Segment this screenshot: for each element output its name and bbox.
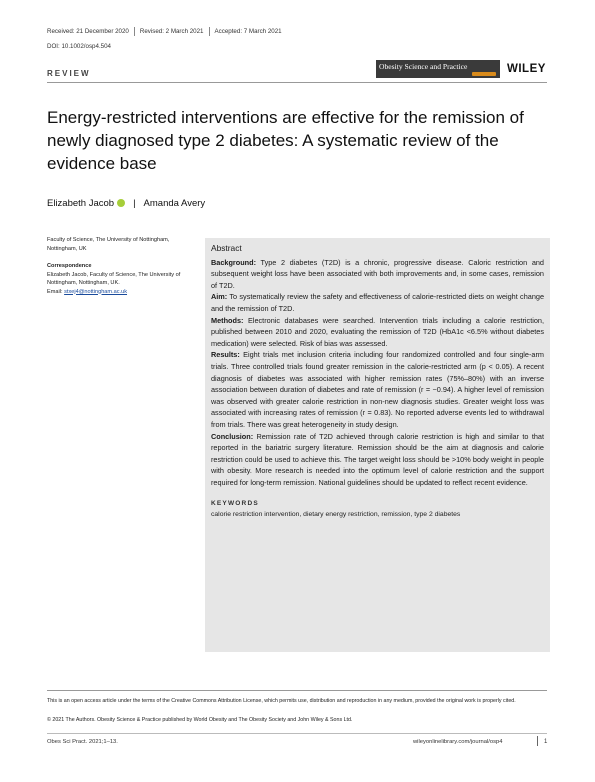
author-separator: |	[133, 198, 136, 209]
citation-line: Obes Sci Pract. 2021;1–13.	[47, 739, 118, 745]
abstract-box	[205, 238, 550, 652]
page-footer-rule	[47, 733, 547, 734]
keywords-list: calorie restriction intervention, dietary energy restriction, remission, type 2 diabetes	[211, 511, 461, 519]
aim-label: Aim:	[211, 292, 228, 302]
aim-text: To systematically review the safety and effectiveness of calorie-restricted diets on weight change and the remission of T2D.	[211, 292, 544, 313]
journal-logo[interactable]	[376, 60, 500, 78]
license-text: This is an open access article under the terms of the Creative Commons Attribution License, which permits use, distribution and reproduction in any medium, provided the original work is properly cited.	[47, 698, 516, 704]
results-text: Eight trials met inclusion criteria including four randomized controlled and four single-arm trials. Three controlled trials found greater remission in the calorie-restricted arm (p < 0.05). A recent diagnosis of diabetes was associated with higher remission rates (75%–80%) with an inverse association between duration of diabetes and rate of remission (r = −0.94). A higher level of remission was observed with greater calorie restriction in non-new diagnosis studies. Greater weight loss was associated with increasing rates of remission (r = 0.83). No reported adverse events led to withdrawal from trials. There was great heterogeneity in study design.	[211, 350, 544, 429]
footer-rule	[47, 690, 547, 691]
orcid-icon[interactable]	[117, 199, 125, 207]
affiliation: Faculty of Science, The University of Nottingham, Nottingham, UK	[47, 237, 170, 252]
abstract-conclusion	[211, 431, 544, 489]
abstract-aim	[211, 291, 544, 314]
background-label: Background:	[211, 257, 256, 267]
abstract-methods	[211, 315, 544, 350]
methods-label: Methods:	[211, 315, 244, 325]
background-text: Type 2 diabetes (T2D) is a chronic, progressive disease. Caloric restriction and subsequent weight loss have been associated with both improvements and, in some cases, remission of T2D.	[211, 257, 544, 290]
journal-name: Obesity Science and Practice	[379, 62, 468, 71]
conclusion-label: Conclusion:	[211, 431, 254, 441]
date-divider	[209, 27, 210, 36]
abstract-heading: Abstract	[211, 243, 242, 253]
journal-logo-accent	[472, 72, 496, 76]
correspondence-text: Elizabeth Jacob, Faculty of Science, The University of Nottingham, Nottingham, UK.	[47, 271, 181, 286]
correspondence-heading: Correspondence	[47, 263, 92, 269]
doi[interactable]: DOI: 10.1002/osp4.504	[47, 43, 111, 50]
abstract-results	[211, 349, 544, 430]
copyright-text: © 2021 The Authors. Obesity Science & Practice published by World Obesity and The Obesity Society and John Wiley & Sons Ltd.	[47, 717, 353, 723]
article-title: Energy-restricted interventions are effective for the remission of newly diagnosed type 2 diabetes: A systematic review of the evidence base	[47, 108, 524, 173]
page-number: 1	[544, 739, 548, 745]
methods-text: Electronic databases were searched. Intervention trials including a calorie restriction, published between 2010 and 2020, evaluating the remission of T2D (HbA1c <6.5% without diabetes medication) were selected. Risk of bias was assessed.	[211, 315, 544, 348]
keywords-heading: KEYWORDS	[211, 500, 259, 508]
author-name[interactable]: Elizabeth Jacob	[47, 198, 115, 209]
publisher-logo[interactable]: WILEY	[507, 63, 546, 75]
conclusion-text: Remission rate of T2D achieved through calorie restriction is high and similar to that reported in the bariatric surgery literature. Remission should be the aim at diagnosis and calorie restriction could be used to achieve this. The target weight loss should be >10% body weight in people with obesity. More research is needed into the optimum level of calorie restriction and the support required for long-term remission. National guidelines should be updated to reflect recent evidence.	[211, 431, 544, 487]
received-date: Received: 21 December 2020	[47, 28, 129, 36]
revised-date: Revised: 2 March 2021	[139, 28, 204, 36]
results-label: Results:	[211, 350, 240, 360]
email-line	[47, 288, 192, 297]
section-label: REVIEW	[47, 69, 91, 78]
header-rule	[47, 82, 547, 83]
journal-url[interactable]: wileyonlinelibrary.com/journal/osp4	[413, 739, 503, 745]
affiliation-block	[47, 236, 192, 296]
email-label: Email:	[47, 288, 63, 295]
accepted-date: Accepted: 7 March 2021	[214, 28, 282, 36]
abstract-background	[211, 257, 544, 292]
email-link[interactable]: stxej4@nottingham.ac.uk	[64, 288, 128, 295]
footer-divider	[537, 736, 538, 746]
author-list	[47, 198, 205, 209]
date-divider	[134, 27, 135, 36]
article-dates	[47, 27, 282, 36]
author-name[interactable]: Amanda Avery	[143, 198, 206, 209]
